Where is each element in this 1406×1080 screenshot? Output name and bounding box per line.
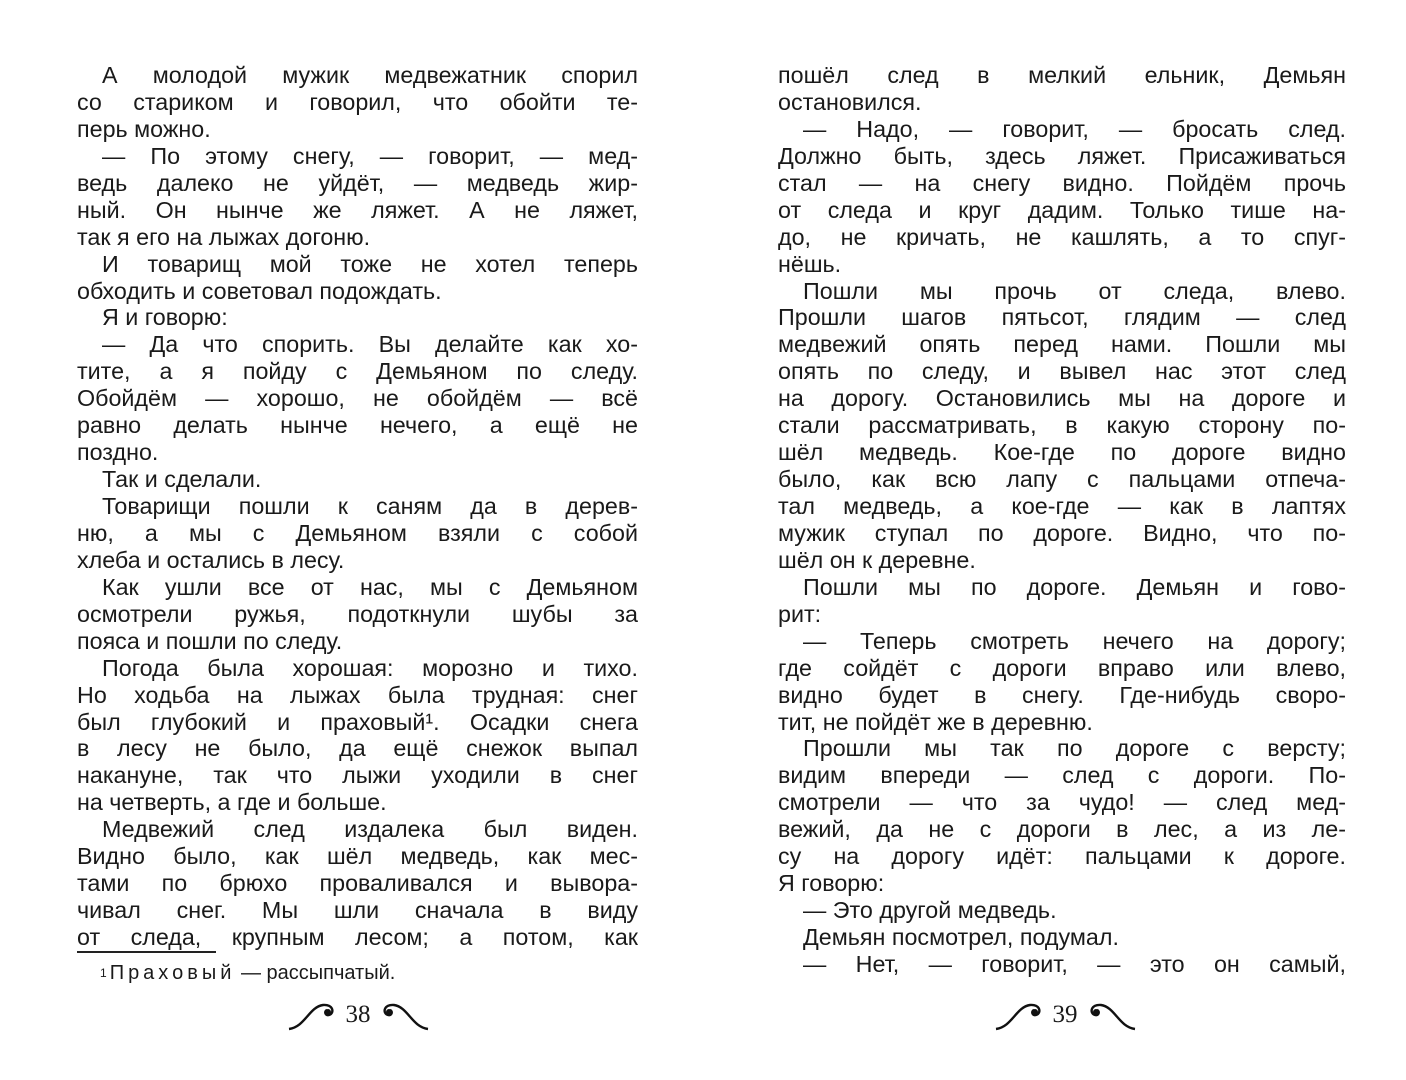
text-line: на дорогу. Остановились мы на дороге и — [778, 385, 1346, 412]
text-line: Обойдём — хорошо, не обойдём — всё — [77, 385, 638, 412]
text-line: чивал снег. Мы шли сначала в виду — [77, 897, 638, 924]
text-line: в лесу не было, да ещё снежок выпал — [77, 735, 638, 762]
text-line: было, как всю лапу с пальцами отпеча- — [778, 466, 1346, 493]
text-line: видно будет в снегу. Где-нибудь своро- — [778, 681, 1346, 708]
footnote-text: — рассыпчатый. — [235, 962, 396, 984]
text-line: видим впереди — след с дороги. По- — [778, 762, 1346, 789]
text-line: шёл медведь. Кое-где по дороге видно — [778, 439, 1346, 466]
text-line: пошёл след в мелкий ельник, Демьян — [778, 62, 1346, 88]
footnote-term: Праховый — [109, 962, 236, 984]
text-line: остановился. — [778, 88, 922, 115]
text-line: — Теперь смотреть нечего на дорогу; — [803, 627, 1346, 654]
text-line: А молодой мужик медвежатник спорил — [102, 62, 638, 88]
text-line: И товарищ мой тоже не хотел теперь — [102, 250, 638, 277]
text-line: Так и сделали. — [102, 466, 262, 493]
footnote-divider — [77, 951, 216, 953]
right-page-text — [778, 62, 1346, 978]
text-line: — Да что спорить. Вы делайте как хо- — [102, 331, 638, 358]
text-line: Медвежий след издалека был виден. — [102, 816, 638, 843]
text-line: — Это другой медведь. — [803, 897, 1057, 924]
ornament-right-icon — [375, 997, 430, 1033]
text-line: Я и говорю: — [102, 304, 228, 331]
text-line: так я его на лыжах догоню. — [77, 223, 371, 250]
text-line: мужик ступал по дороге. Видно, что по- — [778, 519, 1346, 546]
text-line: пояса и пошли по следу. — [77, 627, 343, 654]
ornament-left-icon — [994, 997, 1049, 1033]
text-line: — Надо, — говорит, — бросать след. — [803, 115, 1346, 142]
left-page-text — [77, 62, 638, 951]
text-line: тал медведь, а кое-где — как в лаптях — [778, 493, 1346, 519]
text-line: Погода была хорошая: морозно и тихо. — [102, 654, 638, 681]
text-line: су на дорогу идёт: пальцами к дороге. — [778, 843, 1346, 870]
text-line: равно делать нынче нечего, а ещё не — [77, 412, 638, 439]
text-line: Товарищи пошли к саням да в дерев- — [102, 493, 638, 519]
text-line: был глубокий и праховый¹. Осадки снега — [77, 708, 638, 735]
text-line: Но ходьба на лыжах была трудная: снег — [77, 681, 638, 708]
text-line: Пошли мы прочь от следа, влево. — [803, 277, 1346, 304]
text-line: тите, а я пойду с Демьяном по следу. — [77, 358, 638, 385]
text-line: Видно было, как шёл медведь, как мес- — [77, 843, 638, 870]
text-line: рит: — [778, 600, 822, 627]
text-line: Я говорю: — [778, 870, 885, 897]
text-line: хлеба и остались в лесу. — [77, 546, 345, 573]
text-line: шёл он к деревне. — [778, 546, 976, 573]
text-line: Как ушли все от нас, мы с Демьяном — [102, 573, 638, 600]
text-line: медвежий опять перед нами. Пошли мы — [778, 331, 1346, 358]
text-line: — По этому снегу, — говорит, — мед- — [102, 142, 638, 169]
text-line: ный. Он нынче же ляжет. А не ляжет, — [77, 196, 638, 223]
ornament-right-icon — [1082, 997, 1137, 1033]
page-number: 38 — [345, 1001, 371, 1028]
text-line: ведь далеко не уйдёт, — медведь жир- — [77, 169, 638, 196]
ornament-left-icon — [287, 997, 342, 1033]
text-line: со стариком и говорил, что обойти те- — [77, 88, 638, 115]
footnote — [100, 960, 395, 986]
text-line: поздно. — [77, 439, 159, 466]
text-line: тит, не пойдёт же в деревню. — [778, 708, 1093, 735]
text-line: стал — на снегу видно. Пойдём прочь — [778, 169, 1346, 196]
text-line: до, не кричать, не кашлять, а то спуг- — [778, 223, 1346, 250]
text-line: нёшь. — [778, 250, 842, 277]
text-line: Демьян посмотрел, подумал. — [803, 924, 1119, 950]
text-line: ню, а мы с Демьяном взяли с собой — [77, 519, 638, 546]
text-line: Должно быть, здесь ляжет. Присаживаться — [778, 142, 1346, 169]
text-line: тами по брюхо проваливался и вывора- — [77, 870, 638, 897]
text-line: осмотрели ружья, подоткнули шубы за — [77, 600, 638, 627]
text-line: опять по следу, и вывел нас этот след — [778, 358, 1346, 385]
text-line: Прошли шагов пятьсот, глядим — след — [778, 304, 1346, 331]
text-line: накануне, так что лыжи уходили в снег — [77, 762, 638, 789]
page-number-right — [985, 995, 1145, 1035]
text-line: Прошли мы так по дороге с версту; — [803, 735, 1346, 762]
text-line: перь можно. — [77, 115, 211, 142]
text-line: смотрели — что за чудо! — след мед- — [778, 789, 1346, 816]
text-line: вежий, да не с дороги в лес, а из ле- — [778, 816, 1346, 843]
page-number-left — [278, 995, 438, 1035]
text-line: где сойдёт с дороги вправо или влево, — [778, 654, 1346, 681]
text-line: стали рассматривать, в какую сторону по- — [778, 412, 1346, 439]
text-line: — Нет, — говорит, — это он самый, — [803, 950, 1346, 977]
text-line: от следа и круг дадим. Только тише на- — [778, 196, 1346, 223]
text-line: на четверть, а где и больше. — [77, 789, 387, 816]
text-line: от следа, крупным лесом; а потом, как — [77, 924, 638, 950]
text-line: обходить и советовал подождать. — [77, 277, 442, 304]
page-number: 39 — [1052, 1001, 1078, 1028]
footnote-mark: 1 — [100, 966, 107, 980]
text-line: Пошли мы по дороге. Демьян и гово- — [803, 573, 1346, 600]
